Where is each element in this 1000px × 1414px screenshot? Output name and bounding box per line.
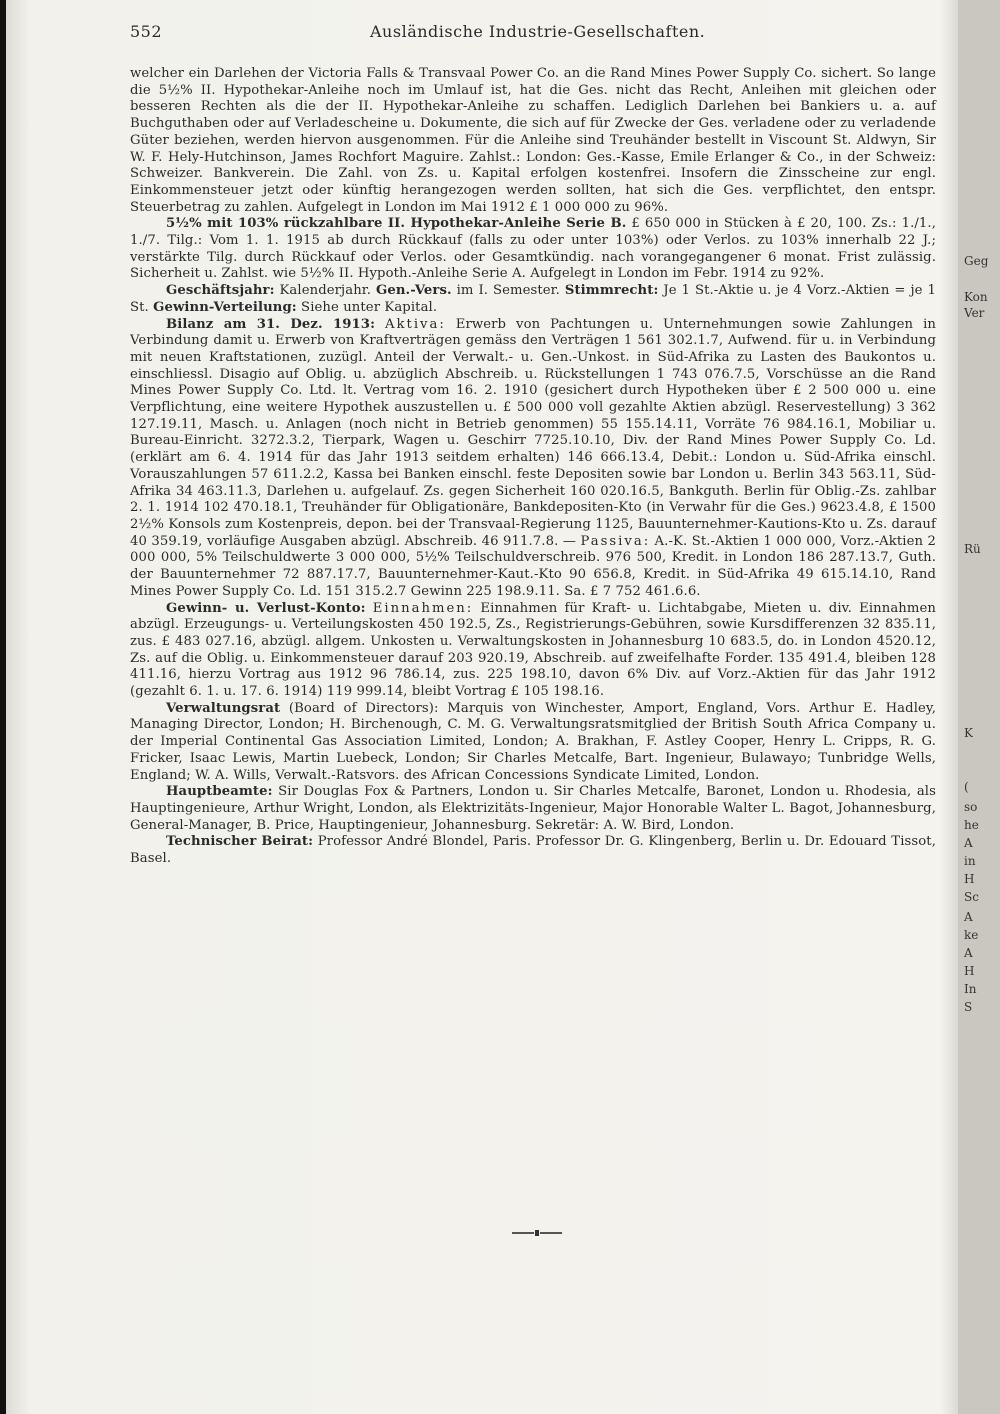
fragment: In bbox=[964, 982, 977, 996]
fragment: Rü bbox=[964, 542, 981, 556]
gen-vers-text: im I. Semester. bbox=[451, 283, 565, 299]
passiva-text: A.-K. St.-Aktien 1 000 000, Vorz.-Aktien 2 000 000, 5% Teilschuldwerte 3 000 000, 5½% Teilschuldverschreib. 976 500, Kredit. in London 186 287.13.7, Guth. der Bauunternehmer 72 887.17.7, Bauunternehmer-Kaut.-Kto 90 656.8, Kredit. in Süd-Afrika 49 615.14.10, Rand Mines Power Supply Co. Ld. 151 315.2.7 Gewinn 225 198.9.11. Sa. £ 7 752 461.6.6. bbox=[130, 533, 936, 599]
heading-gewinn-verteilung: Gewinn-Verteilung: bbox=[153, 299, 297, 315]
heading-geschaeftsjahr: Geschäftsjahr: bbox=[166, 283, 275, 299]
heading-verwaltungsrat: Verwaltungsrat bbox=[166, 700, 281, 716]
fragment: A bbox=[964, 836, 973, 850]
fragment: S bbox=[964, 1000, 973, 1014]
stimmrecht-text: Je 1 St.-Aktie u. je 4 Vorz.-Aktien = je 1 St. bbox=[130, 283, 936, 315]
geschaeftsjahr-text: Kalenderjahr. bbox=[274, 283, 376, 299]
fragment: in bbox=[964, 854, 976, 868]
paragraph-bilanz bbox=[130, 317, 936, 601]
page-header bbox=[130, 22, 940, 46]
technischer-beirat-text: Professor André Blondel, Paris. Professor Dr. G. Klingenberg, Berlin u. Dr. Edouard Tissot, Basel. bbox=[130, 834, 936, 867]
paragraph-gewinn-verlust bbox=[130, 601, 936, 701]
label-passiva: Passiva: bbox=[580, 533, 651, 549]
ornament-line-left bbox=[512, 1232, 534, 1234]
fragment: he bbox=[964, 818, 979, 832]
serie-b-text: £ 650 000 in Stücken à £ 20, 100. Zs.: 1./1., 1./7. Tilg.: Vom 1. 1. 1915 ab durch Rückkauf (falls zu oder unter 103%) oder Verlos. zu 103% innerhalb 22 J.; verstärkte Tilg. durch Rückkauf oder Verlos. oder Gesamtkündig. nach vorangegangener 6 monat. Frist zulässig. Sicherheit u. Zahlst. wie 5½% II. Hypoth.-Anleihe Serie A. Aufgelegt in London im Febr. 1914 zu 92%. bbox=[130, 216, 936, 282]
heading-technischer-beirat: Technischer Beirat: bbox=[166, 834, 314, 850]
fragment: H bbox=[964, 872, 975, 886]
heading-serie-b: 5½% mit 103% rückzahlbare II. Hypothekar-Anleihe Serie B. bbox=[166, 216, 627, 232]
label-aktiva: Aktiva: bbox=[385, 316, 446, 332]
ornament-line-right bbox=[540, 1232, 562, 1234]
fragment: Sc bbox=[964, 890, 979, 904]
paragraph-technischer-beirat bbox=[130, 834, 936, 867]
ornament-center bbox=[535, 1230, 539, 1236]
paragraph-bond-terms: welcher ein Darlehen der Victoria Falls & Transvaal Power Co. an die Rand Mines Power Supply Co. sichert. So lange die 5½% II. Hypothekar-Anleihe noch im Umlauf ist, hat die Ges. nicht das Recht, Anleihen mit gleichen oder besseren Rechten als die der II. Hypothekar-Anleihe zu schaffen. Lediglich Darlehen bei Bankiers u. a. auf Buchguthaben oder auf Verladescheine u. Dokumente, die sich auf für Zwecke der Ges. verladene oder zu verladende Güter beziehen, werden hiervon ausgenommen. Für die Anleihe sind Treuhänder bestellt in Viscount St. Aldwyn, Sir W. F. Hely-Hutchinson, James Rochfort Maguire. Zahlst.: London: Ges.-Kasse, Emile Erlanger & Co., in der Schweiz: Schweizer. Bankverein. Die Zahl. von Zs. u. Kapital erfolgen kostenfrei. Insofern die Zinsscheine zur engl. Einkommensteuer jetzt oder künftig herangezogen werden sollten, hat sich die Ges. verpflichtet, den entspr. Steuerbetrag zu zahlen. Aufgelegt in London im Mai 1912 £ 1 000 000 zu 96%. bbox=[130, 66, 936, 215]
running-title: Ausländische Industrie-Gesellschaften. bbox=[370, 22, 706, 41]
heading-hauptbeamte: Hauptbeamte: bbox=[166, 784, 273, 800]
heading-stimmrecht: Stimmrecht: bbox=[564, 283, 659, 299]
fragment: A bbox=[964, 946, 973, 960]
hauptbeamte-text: Sir Douglas Fox & Partners, London u. Sir Charles Metcalfe, Baronet, London u. Rhodesia, als Hauptingenieure, Arthur Wright, London, als Elektrizitäts-Ingenieur, Major Honorable Walter L. Bagot, Johannesburg, General-Manager, B. Price, Hauptingenieur, Johannesburg. Sekretär: A. W. Bird, London. bbox=[130, 784, 936, 833]
fragment: ke bbox=[964, 928, 979, 942]
fragment: ( bbox=[964, 780, 969, 794]
verwaltungsrat-text: (Board of Directors): Marquis von Winchester, Amport, England, Vors. Arthur E. Hadley, Managing Director, London; H. Birchenough, C. M. G. Verwaltungsratsmitglied der British South Africa Company u. der Imperial Continental Gas Association Limited, London; A. Brakhan, F. Astley Cooper, Henry L. Cripps, R. G. Fricker, Isaac Lewis, Martin Luebeck, London; Sir Charles Metcalfe, Bart. Ingenieur, Bulawayo; Tunbridge Wells, England; W. A. Wills, Verwalt.-Ratsvors. des African Concessions Syndicate Limited, London. bbox=[130, 700, 936, 783]
binding-gutter bbox=[0, 0, 6, 1414]
fragment: H bbox=[964, 964, 975, 978]
paragraph-general-info bbox=[130, 283, 936, 316]
fragment: A bbox=[964, 910, 973, 924]
fragment: Kon bbox=[964, 290, 988, 304]
heading-gen-vers: Gen.-Vers. bbox=[375, 283, 452, 299]
paragraph-verwaltungsrat bbox=[130, 701, 936, 785]
fragment: K bbox=[964, 726, 973, 740]
heading-gewinn-verlust: Gewinn- u. Verlust-Konto: bbox=[166, 600, 366, 616]
page-number: 552 bbox=[130, 22, 163, 41]
aktiva-text: Erwerb von Pachtungen u. Unternehmungen sowie Zahlungen in Verbindung damit u. Erwerb von Kraftverträgen gemäss den Verträgen 1 561 302.1.7, Aufwend. für u. in Verbindung mit neuen Kraftstationen, zuzügl. Anteil der Verwalt.- u. Gen.-Unkost. in Süd-Afrika zu Lasten des Baukontos u. einschliessl. Disagio auf Oblig. u. abzüglich Abschreib. u. Rückstellungen 1 743 076.7.5, Vorschüsse an die Rand Mines Power Supply Co. Ltd. lt. Vertrag vom 16. 2. 1910 (gesichert durch Hypotheken über £ 2 500 000 u. eine Verpflichtung, eine weitere Hypothek auszustellen u. £ 500 000 voll gezahlte Aktien abzügl. Reservestellung) 3 362 127.19.11, Masch. u. Anlagen (noch nicht in Betrieb genommen) 55 155.14.11, Vorräte 76 984.16.1, Mobiliar u. Bureau-Einricht. 3272.3.2, Tierpark, Wagen u. Geschirr 7725.10.10, Div. der Rand Mines Power Supply Co. Ld. (erklärt am 6. 4. 1914 für das Jahr 1913 seitdem erhalten) 146 666.13.4, Debit.: London u. Süd-Afrika einschl. Vorauszahlungen 57 611.2.2, Kassa bei Banken einschl. feste Depositen sowie bar London u. Berlin 343 563.11, Süd-Afrika 34 463.11.3, Darlehen u. aufgelauf. Zs. gegen Sicherheit 160 020.16.5, Bankguth. Berlin für Oblig.-Zs. zahlbar 2. 1. 1914 102 470.18.1, Treuhänder für Obligationäre, Bankdepositen-Kto (in Verwahr für die Ges.) 9623.4.8, £ 1500 2½% Konsols zum Kostenpreis, depon. bei der Transvaal-Regierung 1125, Bauunternehmer-Kautions-Kto u. Zs. darauf 40 359.19, vorläufige Ausgaben abzügl. Abschreib. 46 911.7.8. — bbox=[130, 316, 936, 549]
heading-bilanz: Bilanz am 31. Dez. 1913: bbox=[166, 316, 376, 332]
paragraph-serie-b bbox=[130, 216, 936, 283]
facing-page-fragments bbox=[960, 0, 1000, 1414]
fragment: Geg bbox=[964, 254, 989, 268]
fragment: so bbox=[964, 800, 978, 814]
fragment: Ver bbox=[964, 306, 985, 320]
gewinn-verteilung-text: Siehe unter Kapital. bbox=[296, 299, 438, 315]
label-einnahmen: Einnahmen: bbox=[372, 600, 474, 616]
gewinn-verlust-text: Einnahmen für Kraft- u. Lichtabgabe, Mieten u. div. Einnahmen abzügl. Erzeugungs- u. Verteilungskosten 450 192.5, Zs., Registrierungs-Gebühren, sowie Kursdifferenzen 32 835.11, zus. £ 483 027.16, abzügl. allgem. Unkosten u. Verwaltungskosten in Johannesburg 10 683.5, do. in London 4520.12, Zs. auf die Oblig. u. Einkommensteuer darauf 203 920.19, Abschreib. auf zweifelhafte Forder. 135 491.4, bleiben 128 411.16, hierzu Vortrag aus 1912 96 786.14, zus. 225 198.10, davon 6% Div. auf Vorz.-Aktien für das Jahr 1912 (gezahlt 6. 1. u. 17. 6. 1914) 119 999.14, bleibt Vortrag £ 105 198.16. bbox=[130, 600, 936, 700]
body-text bbox=[130, 66, 936, 868]
paragraph-hauptbeamte bbox=[130, 784, 936, 834]
section-end-ornament bbox=[512, 1230, 562, 1236]
